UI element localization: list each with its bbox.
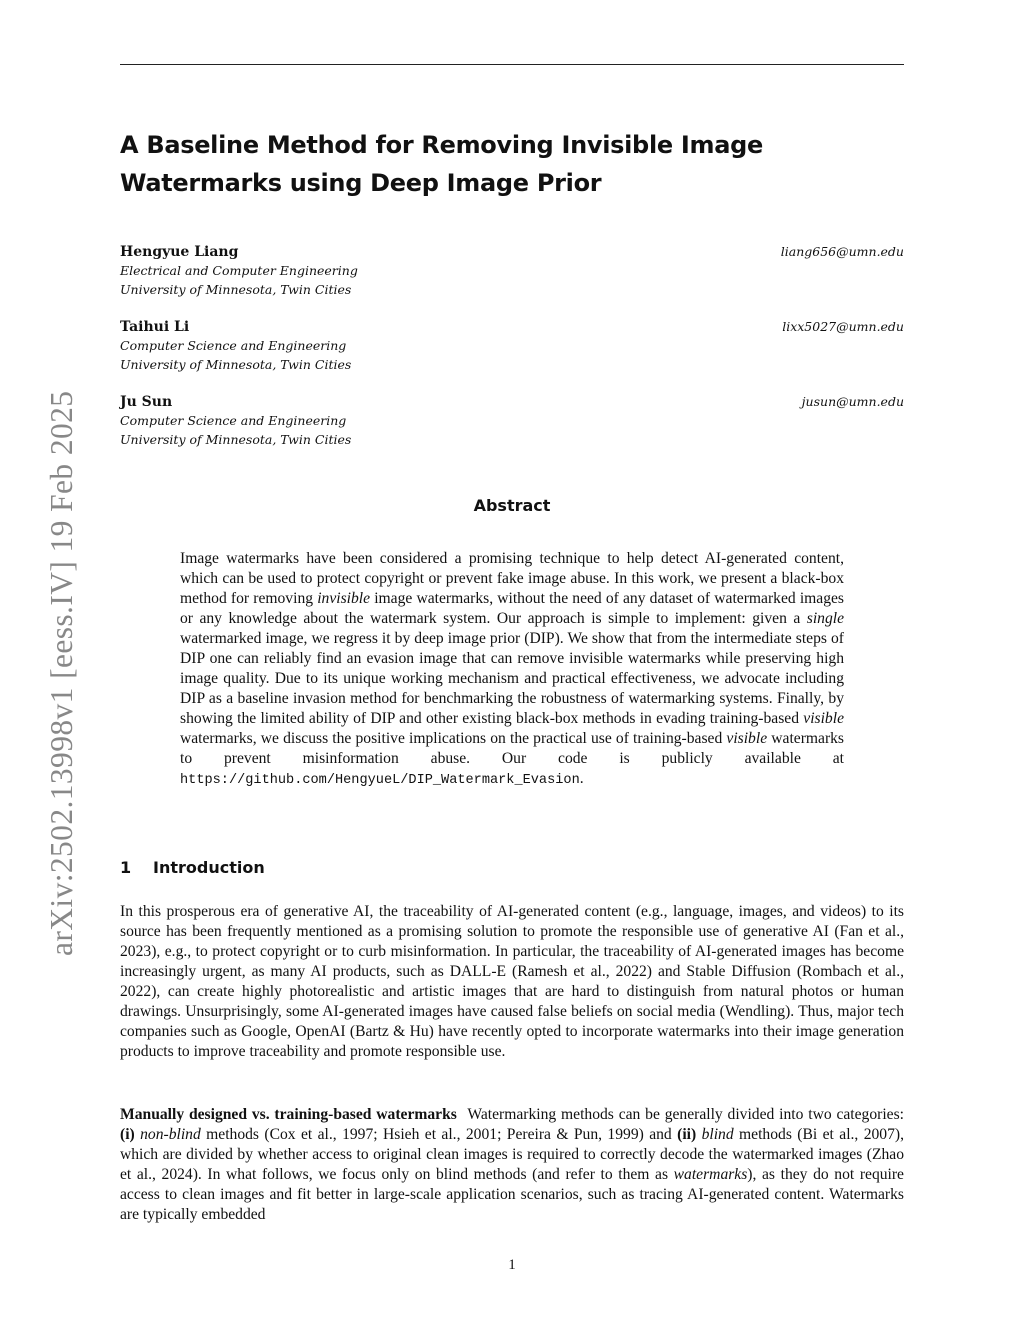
abstract-text-run: watermarked image, we regress it by deep image prior (DIP). We show that from the intermediate steps of DIP one can reliably find an evasion image that can remove invisible watermarks while preserving high image quality. Due to its unique working mechanism and practical effectiveness, we advocate including DIP as a baseline invasion method for benchmarking the robustness of watermarking systems. Finally, by showing the limited ability of DIP and other existing black-box methods in evading training-based — [180, 630, 844, 727]
author-block-3 — [120, 393, 904, 449]
abstract-heading: Abstract — [473, 496, 551, 515]
author-email[interactable]: lixx5027@umn.edu — [782, 319, 904, 334]
abstract-text — [180, 549, 844, 791]
author-department: Computer Science and Engineering — [120, 413, 347, 428]
abstract-emphasis: visible — [803, 710, 844, 727]
paragraph-text-run: methods (Bi et al., 2007), which are divided by whether access to original clean images is required to correctly decode the watermarked images (Zhao et al., 2024). In what follows, we focus only on blind methods (and refer to them as — [120, 1126, 904, 1183]
paragraph-run-in-heading: Manually designed vs. training-based watermarks — [120, 1106, 457, 1123]
arxiv-identifier: arXiv:2502.13998v1 [eess.IV] 19 Feb 2025 — [44, 390, 79, 956]
section-heading-introduction — [120, 857, 265, 879]
section-title: Introduction — [153, 858, 265, 877]
author-block-2 — [120, 318, 904, 374]
paragraph-emphasis: watermarks — [673, 1166, 748, 1183]
paragraph-text-run: methods (Cox et al., 1997; Hsieh et al., 2001; Pereira & Pun, 1999) and — [200, 1126, 678, 1143]
author-university: University of Minnesota, Twin Cities — [120, 432, 352, 447]
abstract-text-run: . — [579, 770, 584, 787]
section-number: 1 — [120, 858, 132, 877]
intro-paragraph-1: In this prosperous era of generative AI, the traceability of AI-generated content (e.g., language, images, and videos) to its source has been frequently mentioned as a promising solution to promote the responsible use of generative AI (Fan et al., 2023), e.g., to protect copyright or to curb misinformation. In particular, the traceability of AI-generated images has become increasingly urgent, as many AI products, such as DALL-E (Ramesh et al., 2022) and Stable Diffusion (Rombach et al., 2022), can create highly photorealistic and artistic images that are hard to distinguish from natural photos or human drawings. Unsurprisingly, some AI-generated images have caused false beliefs on social media (Wendling). Thus, major tech companies such as Google, OpenAI (Bartz & Hu) have recently opted to incorporate watermarks into their image generation products to improve traceability and promote responsible use. — [120, 903, 904, 1060]
paragraph-text-run: Watermarking methods can be generally divided into two categories: — [467, 1106, 904, 1123]
author-department: Computer Science and Engineering — [120, 338, 347, 353]
paper-title: A Baseline Method for Removing Invisible Image Watermarks using Deep Image Prior — [120, 131, 763, 197]
author-name: Hengyue Liang — [120, 244, 239, 260]
author-university: University of Minnesota, Twin Cities — [120, 357, 352, 372]
author-name: Ju Sun — [120, 394, 173, 410]
author-block-1 — [120, 243, 904, 299]
enumeration-label: (ii) — [677, 1126, 697, 1143]
author-email[interactable]: liang656@umn.edu — [780, 244, 904, 259]
paragraph-emphasis: blind — [701, 1126, 734, 1143]
author-name: Taihui Li — [120, 319, 190, 335]
abstract-text-run: watermarks to prevent misinformation abuse. Our code is publicly available at — [180, 730, 845, 767]
abstract-text-run: Image watermarks have been considered a promising technique to help detect AI-generated content, which can be used to protect copyright or prevent fake image abuse. In this work, we present a black-box method for removing — [180, 550, 844, 607]
intro-paragraph-2 — [120, 1105, 904, 1225]
paragraph-text-run: ), as they do not require access to clean images and fit better in large-scale application scenarios, such as tracing AI-generated content. Watermarks are typically embedded — [120, 1166, 904, 1223]
enumeration-label: (i) — [120, 1126, 135, 1143]
header-rule — [120, 64, 904, 65]
code-repository-link[interactable]: https://github.com/HengyueL/DIP_Watermark_Evasion — [180, 773, 580, 788]
abstract-emphasis: single — [806, 610, 844, 627]
abstract-emphasis: invisible — [317, 590, 371, 607]
author-department: Electrical and Computer Engineering — [120, 263, 358, 278]
abstract-text-run: image watermarks, without the need of any dataset of watermarked images or any knowledge about the watermark system. Our approach is simple to implement: given a — [180, 590, 844, 627]
author-email[interactable]: jusun@umn.edu — [801, 394, 904, 409]
paragraph-emphasis: non-blind — [140, 1126, 201, 1143]
author-university: University of Minnesota, Twin Cities — [120, 282, 352, 297]
abstract-emphasis: visible — [726, 730, 768, 747]
abstract-text-run: watermarks, we discuss the positive implications on the practical use of training-based — [180, 730, 727, 747]
page-number: 1 — [508, 1257, 516, 1273]
